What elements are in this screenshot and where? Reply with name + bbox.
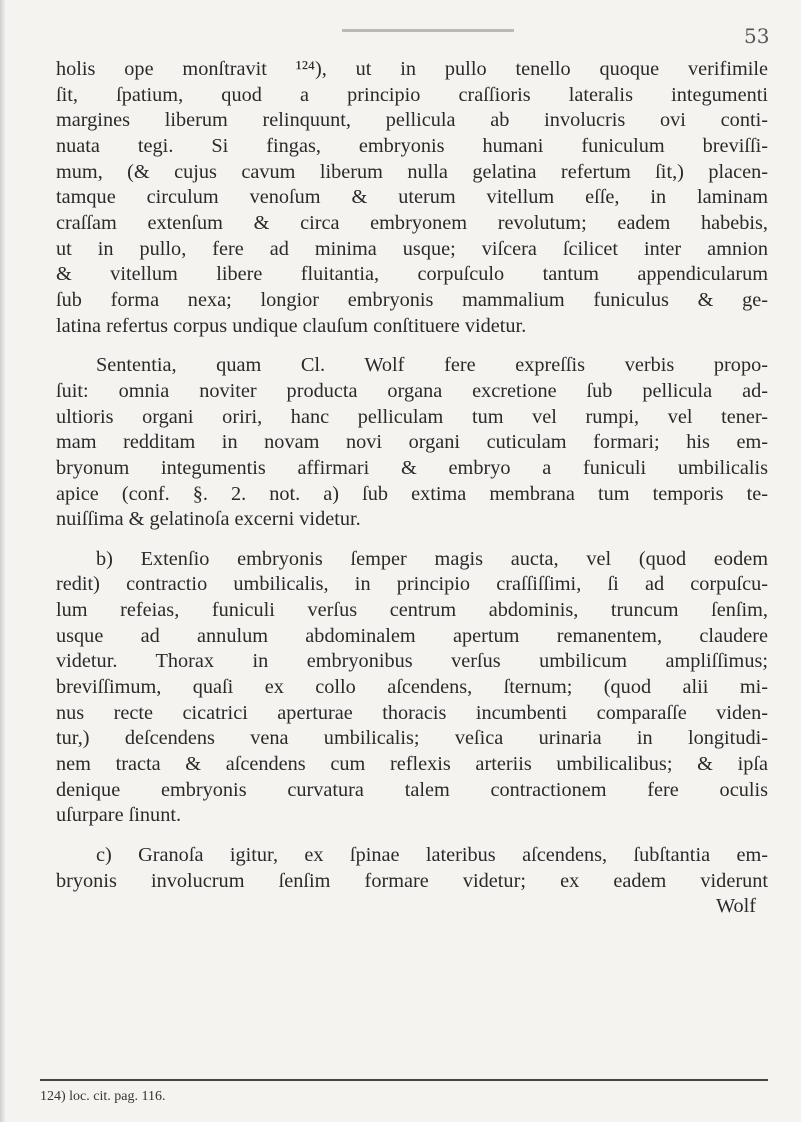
paragraph-gap	[56, 533, 768, 547]
text-line: craſſam extenſum & circa embryonem revolutum; eadem habebis,	[56, 211, 768, 234]
paragraph-c	[56, 843, 768, 920]
text-line: mam redditam in novam novi organi cuticulam formari; his em-	[56, 431, 768, 454]
catchword: Wolf	[715, 895, 756, 918]
text-line: uſurpare ſinunt.	[56, 804, 182, 827]
body-text	[56, 57, 768, 920]
header-ornament-rule	[342, 29, 514, 32]
text-line: margines liberum relinquunt, pellicula ab involucris ovi conti-	[56, 109, 768, 132]
text-line: ut in pullo, fere ad minima usque; viſcera ſcilicet inter amnion	[56, 237, 768, 260]
text-line: ſub forma nexa; longior embryonis mammalium funiculus & ge-	[56, 288, 768, 311]
text-line: ſuit: omnia noviter producta organa excretione ſub pellicula ad-	[56, 379, 768, 402]
text-line: holis ope monſtravit ¹²⁴), ut in pullo tenello quoque verifimile	[56, 58, 768, 80]
footnote-rule	[40, 1079, 768, 1081]
paragraph-2	[56, 353, 768, 533]
text-line: nuiſſima & gelatinoſa excerni videtur.	[56, 508, 361, 531]
text-line: tamque circulum venoſum & uterum vitellum eſſe, in laminam	[56, 186, 768, 209]
text-line: & vitellum libere fluitantia, corpuſculo tantum appendicularum	[56, 263, 768, 286]
text-line: apice (conf. §. 2. not. a) ſub extima membrana tum temporis te-	[56, 482, 768, 505]
text-line: bryonis involucrum ſenſim formare videtur; ex eadem viderunt	[56, 869, 768, 892]
text-line: b) Extenſio embryonis ſemper magis aucta, vel (quod eodem	[96, 547, 768, 570]
text-line: redit) contractio umbilicalis, in principio craſſiſſimi, ſi ad corpuſcu-	[56, 573, 768, 596]
text-line: bryonum integumentis affirmari & embryo a funiculi umbilicalis	[56, 456, 768, 479]
paragraph-b	[56, 547, 768, 829]
text-line: nem tracta & aſcendens cum reflexis arteriis umbilicalibus; & ipſa	[56, 753, 768, 776]
page-number: 53	[744, 24, 770, 48]
text-line: mum, (& cujus cavum liberum nulla gelatina refertum ſit,) placen-	[56, 160, 768, 183]
text-line: ultioris organi oriri, hanc pelliculam tum vel rumpi, vel tener-	[56, 405, 768, 428]
text-line: nuata tegi. Si fingas, embryonis humani funiculum breviſſi-	[56, 134, 768, 157]
paragraph-gap	[56, 339, 768, 353]
text-line: ſit, ſpatium, quod a principio craſſioris lateralis integumenti	[56, 83, 768, 106]
paragraph-1	[56, 57, 768, 339]
paragraph-gap	[56, 829, 768, 843]
footnote: 124) loc. cit. pag. 116.	[40, 1089, 166, 1104]
text-line: nus recte cicatrici aperturae thoracis incumbenti comparaſſe viden-	[56, 701, 768, 724]
text-line: Sententia, quam Cl. Wolf fere expreſſis verbis propo-	[96, 354, 768, 377]
text-line: latina refertus corpus undique clauſum conſtituere videtur.	[56, 314, 527, 337]
text-line: lum refeias, funiculi verſus centrum abdominis, truncum ſenſim,	[56, 599, 768, 622]
page-edge-shadow	[0, 0, 6, 1122]
text-line: breviſſimum, quaſi ex collo aſcendens, ſternum; (quod alii mi-	[56, 676, 768, 699]
text-line: videtur. Thorax in embryonibus verſus umbilicum ampliſſimus;	[56, 650, 768, 673]
text-line: usque ad annulum abdominalem apertum remanentem, claudere	[56, 624, 768, 647]
text-line: c) Granoſa igitur, ex ſpinae lateribus aſcendens, ſubſtantia em-	[96, 844, 768, 867]
text-line: tur,) deſcendens vena umbilicalis; veſica urinaria in longitudi-	[56, 727, 768, 750]
text-line: denique embryonis curvatura talem contractionem fere oculis	[56, 778, 768, 801]
